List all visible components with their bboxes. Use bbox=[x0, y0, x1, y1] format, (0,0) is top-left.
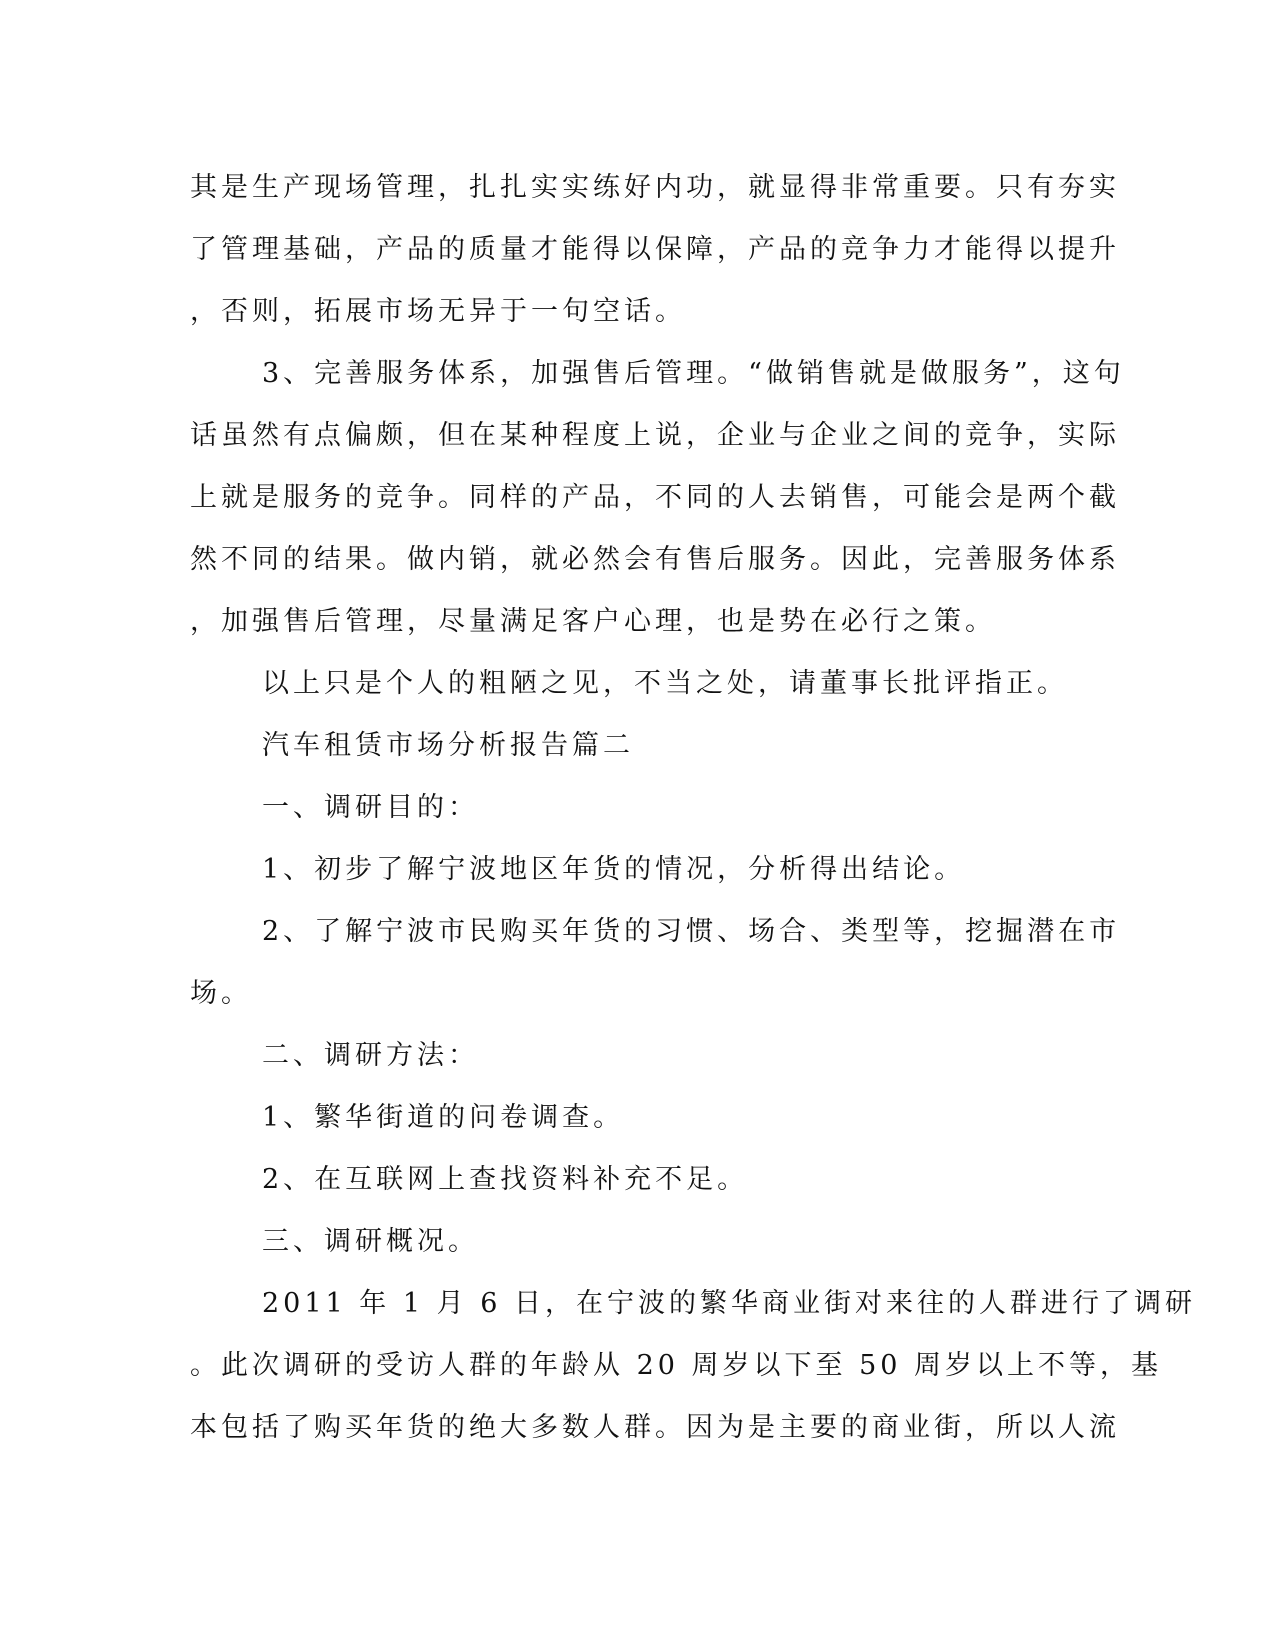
list-item: 2、在互联网上查找资料补充不足。 bbox=[262, 1164, 749, 1195]
paragraph-line: ，否则，拓展市场无异于一句空话。 bbox=[190, 296, 686, 327]
paragraph-line: 然不同的结果。做内销，就必然会有售后服务。因此，完善服务体系 bbox=[190, 544, 1120, 575]
section-heading: 一、调研目的： bbox=[262, 792, 479, 823]
paragraph-line: 。此次调研的受访人群的年龄从 20 周岁以下至 50 周岁以上不等，基 bbox=[190, 1350, 1163, 1381]
list-item: 1、初步了解宁波地区年货的情况，分析得出结论。 bbox=[262, 854, 966, 885]
list-item: 2、了解宁波市民购买年货的习惯、场合、类型等，挖掘潜在市 bbox=[262, 916, 1121, 947]
paragraph-line: 2011 年 1 月 6 日，在宁波的繁华商业街对来往的人群进行了调研 bbox=[262, 1288, 1196, 1319]
list-item: 1、繁华街道的问卷调查。 bbox=[262, 1102, 625, 1133]
section-heading: 汽车租赁市场分析报告篇二 bbox=[262, 730, 634, 761]
section-heading: 三、调研概况。 bbox=[262, 1226, 479, 1257]
section-heading: 二、调研方法： bbox=[262, 1040, 479, 1071]
paragraph-line: 话虽然有点偏颇，但在某种程度上说，企业与企业之间的竞争，实际 bbox=[190, 420, 1120, 451]
paragraph-line: 其是生产现场管理，扎扎实实练好内功，就显得非常重要。只有夯实 bbox=[190, 172, 1120, 203]
paragraph-line: 3、完善服务体系，加强售后管理。“做销售就是做服务”，这句 bbox=[262, 358, 1125, 389]
paragraph-line: 上就是服务的竞争。同样的产品，不同的人去销售，可能会是两个截 bbox=[190, 482, 1120, 513]
paragraph-line: 本包括了购买年货的绝大多数人群。因为是主要的商业街，所以人流 bbox=[190, 1412, 1120, 1443]
paragraph-line: 以上只是个人的粗陋之见，不当之处，请董事长批评指正。 bbox=[262, 668, 1068, 699]
paragraph-line: ，加强售后管理，尽量满足客户心理，也是势在必行之策。 bbox=[190, 606, 996, 637]
paragraph-line: 了管理基础，产品的质量才能得以保障，产品的竞争力才能得以提升 bbox=[190, 234, 1120, 265]
list-item-continuation: 场。 bbox=[190, 978, 252, 1009]
